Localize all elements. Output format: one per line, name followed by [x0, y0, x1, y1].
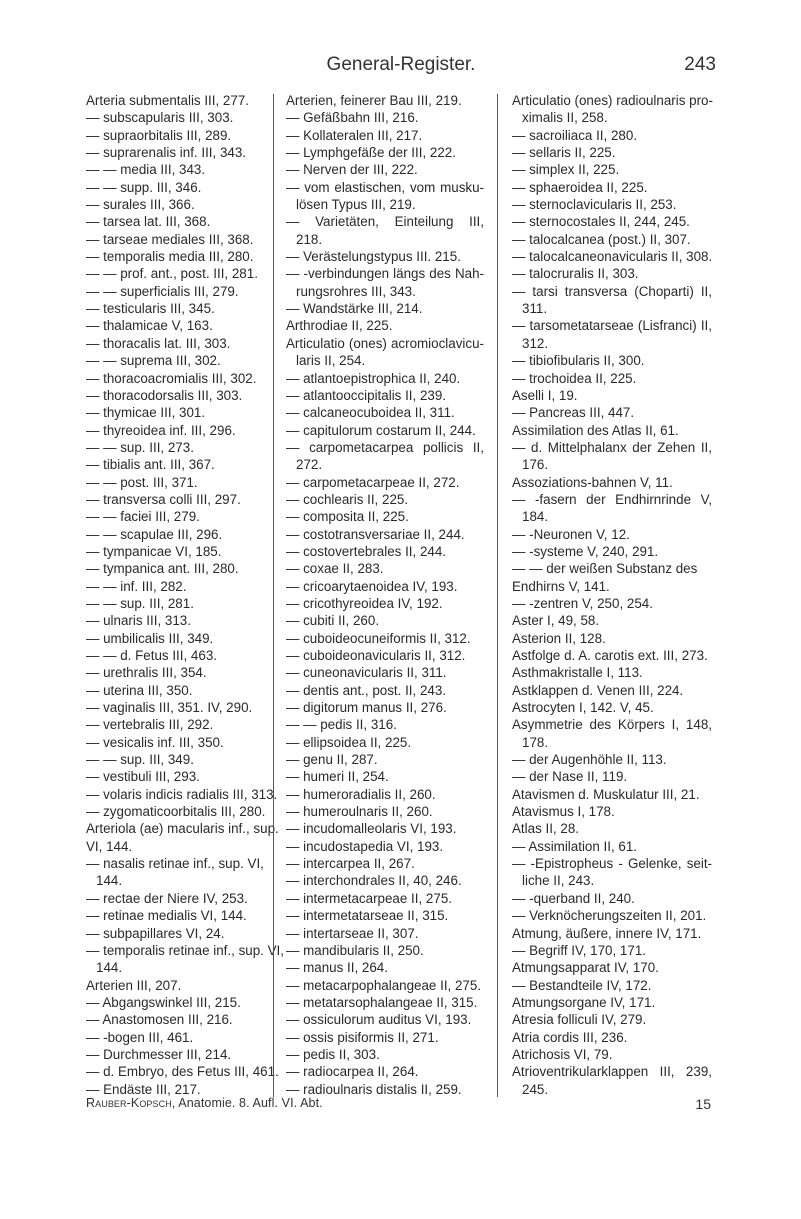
- index-entry: — Pancreas III, 447.: [512, 405, 635, 421]
- index-entry: — tympanica ant. III, 280.: [86, 561, 239, 577]
- index-entry: — Durchmesser III, 214.: [86, 1046, 232, 1062]
- index-entry: — volaris indicis radialis III, 313.: [86, 786, 278, 802]
- index-entry: VI, 144.: [86, 838, 133, 854]
- index-column-1: [86, 92, 284, 1098]
- index-entry: — — superficialis III, 279.: [86, 283, 239, 299]
- index-entry: Arthrodiae II, 225.: [286, 318, 393, 334]
- index-entry: Asterion II, 128.: [512, 630, 606, 646]
- index-entry: — rectae der Niere IV, 253.: [86, 890, 248, 906]
- index-entry: — tibiofibularis II, 300.: [512, 353, 645, 369]
- index-entry: — Verknöcherungszeiten II, 201.: [512, 908, 707, 924]
- index-entry: — tympanicae VI, 185.: [86, 543, 222, 559]
- index-entry: — coxae II, 283.: [286, 561, 384, 577]
- index-entry: — Verästelungstypus III. 215.: [286, 249, 461, 265]
- index-entry: — temporalis media III, 280.: [86, 249, 254, 265]
- index-entry: — dentis ant., post. II, 243.: [286, 682, 447, 698]
- index-entry: — vaginalis III, 351. IV, 290.: [86, 700, 253, 716]
- index-entry: — — faciei III, 279.: [86, 509, 200, 525]
- index-entry: Arteriola (ae) macularis inf., sup.: [86, 821, 279, 837]
- index-entry: — -Neuronen V, 12.: [512, 526, 630, 542]
- index-entry: Astklappen d. Venen III, 224.: [512, 682, 684, 698]
- index-entry: Astfolge d. A. carotis ext. III, 273.: [512, 648, 708, 663]
- index-entry: Aselli I, 19.: [512, 387, 578, 403]
- index-entry: — -verbindungen längs des Nah-: [286, 266, 484, 282]
- index-entry: Assimilation des Atlas II, 61.: [512, 422, 679, 438]
- edition-info: , Anatomie. 8. Aufl. VI. Abt.: [171, 1096, 323, 1110]
- index-entry: — — sup. III, 349.: [86, 752, 194, 768]
- index-entry: Atrioventrikularklappen III, 239,: [512, 1064, 712, 1080]
- index-entry: — calcaneocuboidea II, 311.: [286, 405, 455, 421]
- index-entry: — composita II, 225.: [286, 509, 409, 525]
- index-entry: laris II, 254.: [296, 353, 366, 369]
- index-entry: 144.: [96, 960, 123, 976]
- index-entry: — nasalis retinae inf., sup. VI,: [86, 856, 264, 872]
- index-entry: — mandibularis II, 250.: [286, 942, 424, 958]
- index-entry: — sphaeroidea II, 225.: [512, 179, 648, 195]
- index-entry: — surales III, 366.: [86, 197, 195, 213]
- index-entry: — Wandstärke III, 214.: [286, 301, 423, 317]
- index-entry: — thymicae III, 301.: [86, 405, 206, 421]
- index-entry: — atlantooccipitalis II, 239.: [286, 387, 447, 403]
- index-entry: — ellipsoidea II, 225.: [286, 734, 412, 750]
- publication-credit: [86, 1096, 323, 1110]
- index-entry: — — suprema III, 302.: [86, 353, 221, 369]
- index-entry: — -bogen III, 461.: [86, 1029, 194, 1045]
- index-entry: Atavismus I, 178.: [512, 804, 615, 820]
- index-entry: Atria cordis III, 236.: [512, 1029, 628, 1045]
- index-entry: — trochoidea II, 225.: [512, 370, 637, 386]
- index-entry: — -systeme V, 240, 291.: [512, 543, 659, 559]
- index-entry: — temporalis retinae inf., sup. VI,: [86, 942, 284, 958]
- index-entry: — d. Embryo, des Fetus III, 461.: [86, 1064, 279, 1080]
- index-entry: — Abgangswinkel III, 215.: [86, 994, 241, 1010]
- index-entry: — thoracoacromialis III, 302.: [86, 370, 257, 386]
- index-entry: — sternoclavicularis II, 253.: [512, 197, 677, 213]
- index-entry: — intermetacarpeae II, 275.: [286, 890, 452, 906]
- index-entry: — Varietäten, Einteilung III,: [286, 214, 484, 230]
- index-entry: — transversa colli III, 297.: [86, 491, 241, 507]
- index-entry: — Nerven der III, 222.: [286, 162, 418, 178]
- index-entry: — sacroiliaca II, 280.: [512, 127, 638, 143]
- index-entry: — der Nase II, 119.: [512, 769, 628, 785]
- index-entry: — ulnaris III, 313.: [86, 613, 191, 629]
- index-entry: — costotransversariae II, 244.: [286, 526, 465, 542]
- index-entry: — — scapulae III, 296.: [86, 526, 223, 542]
- index-entry: — intermetatarseae II, 315.: [286, 908, 449, 924]
- index-entry: — thyreoidea inf. III, 296.: [86, 422, 236, 438]
- index-entry: 176.: [522, 457, 549, 473]
- index-entry: — thoracodorsalis III, 303.: [86, 387, 243, 403]
- index-entry: — uterina III, 350.: [86, 682, 193, 698]
- column-divider: [273, 94, 274, 1097]
- index-entry: — sternocostales II, 244, 245.: [512, 214, 690, 230]
- index-entry: Atrichosis VI, 79.: [512, 1046, 613, 1062]
- index-entry: 272.: [296, 457, 323, 473]
- index-entry: Atresia folliculi IV, 279.: [512, 1012, 647, 1028]
- index-entry: — tarsometatarseae (Lisfranci) II,: [512, 318, 712, 334]
- index-column-2: [286, 92, 484, 1098]
- index-entry: — -zentren V, 250, 254.: [512, 595, 653, 611]
- index-entry: — radioulnaris distalis II, 259.: [286, 1081, 462, 1097]
- index-entry: — vestibuli III, 293.: [86, 769, 200, 785]
- index-entry: — interchondrales II, 40, 246.: [286, 873, 462, 889]
- index-entry: — -Epistropheus - Gelenke, seit-: [512, 856, 712, 872]
- index-entry: — Bestandteile IV, 172.: [512, 977, 652, 993]
- index-entry: — manus II, 264.: [286, 960, 388, 976]
- index-entry: — der Augenhöhle II, 113.: [512, 752, 667, 768]
- index-entry: — carpometacarpeae II, 272.: [286, 474, 460, 490]
- index-entry: Arterien, feinerer Bau III, 219.: [286, 93, 462, 108]
- index-entry: — vom elastischen, vom musku-: [286, 179, 484, 195]
- index-entry: liche II, 243.: [522, 873, 595, 889]
- index-entry: — — pedis II, 316.: [286, 717, 397, 733]
- index-entry: Assoziations-bahnen V, 11.: [512, 474, 673, 490]
- index-entry: — capitulorum costarum II, 244.: [286, 422, 476, 438]
- index-entry: Endhirns V, 141.: [512, 578, 610, 594]
- index-entry: Atmung, äußere, innere IV, 171.: [512, 925, 702, 941]
- sheet-number: 15: [695, 1096, 711, 1112]
- index-entry: — vertebralis III, 292.: [86, 717, 214, 733]
- index-entry: — — d. Fetus III, 463.: [86, 648, 217, 663]
- index-entry: — zygomaticoorbitalis III, 280.: [86, 804, 266, 820]
- page-number: 243: [684, 54, 716, 75]
- index-entry: Asthmakristalle I, 113.: [512, 665, 643, 681]
- index-entry: — testicularis III, 345.: [86, 301, 215, 317]
- page-header: [86, 54, 716, 80]
- index-entry: — tarsea lat. III, 368.: [86, 214, 211, 230]
- index-entry: — intercarpea II, 267.: [286, 856, 415, 872]
- index-entry: — — media III, 343.: [86, 162, 206, 178]
- index-entry: — simplex II, 225.: [512, 162, 620, 178]
- index-entry: — Assimilation II, 61.: [512, 838, 638, 854]
- index-entry: — — supp. III, 346.: [86, 179, 202, 195]
- index-entry: — Gefäßbahn III, 216.: [286, 110, 419, 126]
- index-entry: Atmungsorgane IV, 171.: [512, 994, 656, 1010]
- index-entry: Asymmetrie des Körpers I, 148,: [512, 717, 712, 733]
- index-entry: — cuboideonavicularis II, 312.: [286, 648, 466, 663]
- index-entry: — cuboideocuneiformis II, 312.: [286, 630, 471, 646]
- running-title: General-Register.: [326, 54, 476, 75]
- index-entry: — humeri II, 254.: [286, 769, 389, 785]
- index-entry: — cricoarytaenoidea IV, 193.: [286, 578, 458, 594]
- index-entry: — ossis pisiformis II, 271.: [286, 1029, 439, 1045]
- index-entry: — umbilicalis III, 349.: [86, 630, 214, 646]
- index-entry: Atlas II, 28.: [512, 821, 579, 837]
- index-entry: — cochlearis II, 225.: [286, 491, 409, 507]
- index-entry: — subpapillares VI, 24.: [86, 925, 225, 941]
- index-entry: 184.: [522, 509, 549, 525]
- index-entry: — Anastomosen III, 216.: [86, 1012, 233, 1028]
- index-entry: — — der weißen Substanz des: [512, 561, 698, 577]
- index-entry: 312.: [522, 335, 549, 351]
- index-entry: — tarseae mediales III, 368.: [86, 231, 254, 247]
- index-entry: — talocalcaneonavicularis II, 308.: [512, 249, 713, 265]
- index-entry: — retinae medialis VI, 144.: [86, 908, 247, 924]
- index-entry: — supraorbitalis III, 289.: [86, 127, 232, 143]
- index-entry: — costovertebrales II, 244.: [286, 543, 447, 559]
- index-entry: Astrocyten I, 142. V, 45.: [512, 700, 654, 716]
- index-entry: — cuneonavicularis II, 311.: [286, 665, 447, 681]
- index-entry: — thalamicae V, 163.: [86, 318, 213, 334]
- index-entry: rungsrohres III, 343.: [296, 283, 416, 299]
- index-entry: Articulatio (ones) acromioclavicu-: [286, 335, 484, 351]
- index-entry: Arteria submentalis III, 277.: [86, 93, 249, 108]
- index-entry: — urethralis III, 354.: [86, 665, 207, 681]
- index-entry: — talocruralis II, 303.: [512, 266, 639, 282]
- index-column-3: [512, 92, 712, 1098]
- index-entry: — — sup. III, 281.: [86, 595, 194, 611]
- index-entry: — carpometacarpea pollicis II,: [286, 439, 484, 455]
- index-entry: — sellaris II, 225.: [512, 145, 616, 161]
- index-entry: — Lymphgefäße der III, 222.: [286, 145, 456, 161]
- author-names: Rauber-Kopsch: [86, 1096, 172, 1110]
- index-entry: — — sup. III, 273.: [86, 439, 194, 455]
- index-entry: — metatarsophalangeae II, 315.: [286, 994, 478, 1010]
- index-entry: — digitorum manus II, 276.: [286, 700, 447, 716]
- index-entry: ximalis II, 258.: [522, 110, 608, 126]
- index-entry: Articulatio (ones) radioulnaris pro-: [512, 93, 713, 108]
- index-entry: — talocalcanea (post.) II, 307.: [512, 231, 691, 247]
- index-entry: — thoracalis lat. III, 303.: [86, 335, 231, 351]
- index-entry: — Kollateralen III, 217.: [286, 127, 423, 143]
- index-entry: — tibialis ant. III, 367.: [86, 457, 215, 473]
- index-entry: — ossiculorum auditus VI, 193.: [286, 1012, 472, 1028]
- index-entry: — cricothyreoidea IV, 192.: [286, 595, 443, 611]
- index-entry: 178.: [522, 734, 549, 750]
- index-entry: — incudostapedia VI, 193.: [286, 838, 444, 854]
- index-entry: — atlantoepistrophica II, 240.: [286, 370, 461, 386]
- index-entry: — tarsi transversa (Choparti) II,: [512, 283, 712, 299]
- index-entry: Aster I, 49, 58.: [512, 613, 600, 629]
- index-entry: — -querband II, 240.: [512, 890, 635, 906]
- index-entry: — cubiti II, 260.: [286, 613, 380, 629]
- index-entry: — vesicalis inf. III, 350.: [86, 734, 224, 750]
- index-entry: Arterien III, 207.: [86, 977, 182, 993]
- index-entry: — — prof. ant., post. III, 281.: [86, 266, 258, 282]
- index-entry: — Endäste III, 217.: [86, 1081, 201, 1097]
- index-entry: — genu II, 287.: [286, 752, 378, 768]
- index-entry: 144.: [96, 873, 123, 889]
- column-divider: [497, 94, 498, 1097]
- index-entry: 245.: [522, 1081, 549, 1097]
- index-entry: — -fasern der Endhirnrinde V,: [512, 491, 712, 507]
- index-entry: lösen Typus III, 219.: [296, 197, 416, 213]
- index-entry: — suprarenalis inf. III, 343.: [86, 145, 247, 161]
- index-entry: — radiocarpea II, 264.: [286, 1064, 419, 1080]
- index-entry: — humeroradialis II, 260.: [286, 786, 436, 802]
- index-entry: — Begriff IV, 170, 171.: [512, 942, 646, 958]
- index-entry: — intertarseae II, 307.: [286, 925, 419, 941]
- index-entry: — pedis II, 303.: [286, 1046, 380, 1062]
- index-entry: — — post. III, 371.: [86, 474, 198, 490]
- index-entry: — metacarpophalangeae II, 275.: [286, 977, 482, 993]
- index-entry: 311.: [522, 301, 548, 317]
- index-entry: 218.: [296, 231, 323, 247]
- index-entry: — humeroulnaris II, 260.: [286, 804, 433, 820]
- index-entry: Atmungsapparat IV, 170.: [512, 960, 659, 976]
- index-entry: — incudomalleolaris VI, 193.: [286, 821, 457, 837]
- index-entry: — — inf. III, 282.: [86, 578, 187, 594]
- index-entry: Atavismen d. Muskulatur III, 21.: [512, 786, 700, 802]
- index-entry: — subscapularis III, 303.: [86, 110, 234, 126]
- index-entry: — d. Mittelphalanx der Zehen II,: [512, 439, 712, 455]
